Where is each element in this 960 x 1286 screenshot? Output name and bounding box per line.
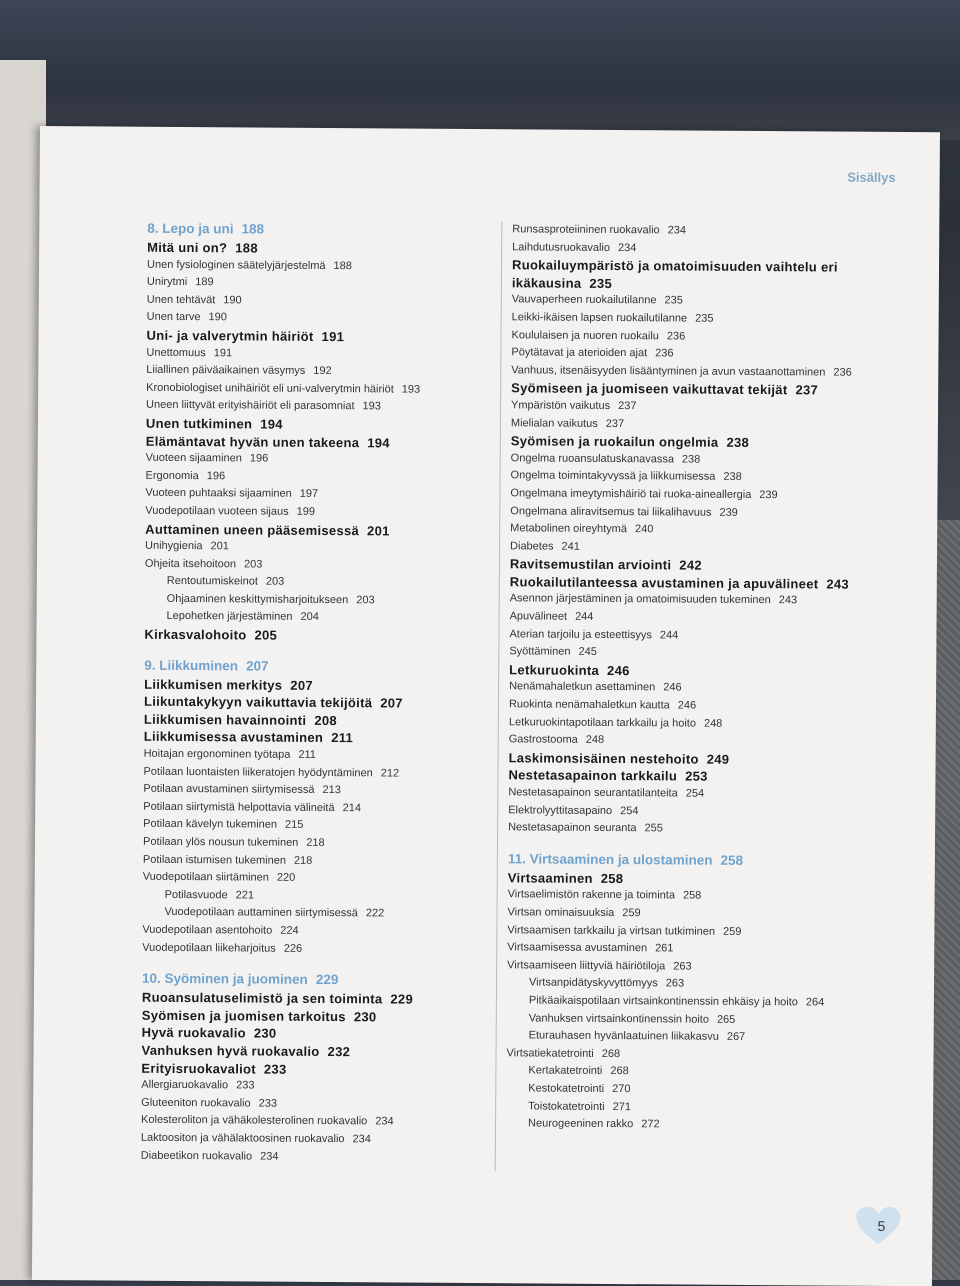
toc-entry: [511, 344, 891, 364]
toc-entry-page: 237: [618, 399, 637, 413]
toc-entry-page: 235: [664, 294, 683, 307]
toc-entry-title: Virtsaamiseen liittyviä häiriötiloja: [507, 959, 666, 973]
toc-entry-page: 203: [356, 594, 375, 607]
toc-entry: [147, 239, 487, 259]
toc-entry-page: 204: [300, 611, 319, 624]
toc-entry: [146, 415, 486, 435]
toc-entry: [144, 693, 484, 713]
toc-entry-page: 226: [283, 942, 303, 955]
toc-entry-page: 190: [208, 311, 227, 324]
toc-entry-page: 211: [331, 730, 354, 746]
toc-entry-title: Asennon järjestäminen ja omatoimisuuden tukeminen: [509, 592, 771, 607]
toc-entry-title: Potilaan istumisen tukeminen: [142, 853, 286, 867]
toc-entry-page: 233: [263, 1061, 287, 1077]
toc-entry: [512, 221, 892, 241]
toc-entry: [141, 1112, 481, 1132]
toc-entry-title: Syömiseen ja juomiseen vaikuttavat tekijät: [511, 380, 788, 398]
toc-entry-title: Vauvaperheen ruokailutilanne: [511, 293, 657, 307]
toc-entry-page: 237: [795, 382, 819, 398]
toc-entry-page: 220: [276, 871, 296, 884]
toc-entry-page: 192: [313, 365, 332, 378]
toc-entry-title: Pöytätavat ja aterioiden ajat: [511, 346, 648, 360]
toc-entry-page: 265: [716, 1013, 736, 1026]
toc-left-column: [141, 219, 488, 1167]
toc-entry: [146, 450, 486, 470]
toc-entry: [512, 309, 892, 329]
toc-entry-title: Vuoteen sijaaminen: [145, 451, 242, 465]
toc-entry-page: 193: [401, 383, 421, 396]
toc-entry-title: Ongelmana aliravitsemus tai liikalihavuus: [510, 504, 712, 519]
toc-entry-page: 218: [306, 836, 325, 850]
toc-right-column: [495, 221, 893, 1174]
toc-entry-title: Laskimonsisäinen nestehoito: [508, 750, 699, 767]
toc-entry: [510, 485, 890, 505]
toc-entry: [507, 992, 887, 1012]
toc-entry-title: Diabeetikon ruokavalio: [140, 1149, 253, 1163]
toc-entry-title: Unen tarve: [146, 311, 201, 324]
toc-entry-title: Ohjaaminen keskittymisharjoitukseen: [166, 592, 349, 607]
toc-entry: [146, 397, 486, 417]
toc-entry-title: Virtsanpidätyskyvyttömyys: [528, 976, 658, 990]
toc-entry: [508, 849, 888, 872]
toc-entry-title: Virtsaelimistön rakenne ja toiminta: [507, 888, 676, 902]
toc-entry-title: Gluteeniton ruokavalio: [141, 1096, 251, 1110]
book-page: [32, 126, 940, 1286]
toc-entry-title: Ympäristön vaikutus: [511, 399, 611, 412]
toc-entry-page: 194: [367, 434, 390, 450]
toc-entry: [506, 1080, 886, 1100]
toc-entry-page: 259: [723, 925, 742, 938]
toc-entry-title: Ruokailuympäristö ja omatoimisuuden vaihtelu eri ikäkausina: [511, 257, 838, 291]
toc-entry-page: 254: [620, 804, 639, 817]
toc-entry-page: 233: [258, 1097, 278, 1110]
toc-entry-page: 188: [235, 240, 258, 256]
toc-entry-page: 230: [353, 1008, 377, 1025]
toc-entry-title: Potilaan ylös nousun tukeminen: [142, 835, 299, 849]
toc-entry-page: 234: [260, 1150, 279, 1163]
toc-entry-page: 271: [612, 1100, 632, 1113]
toc-entry-title: Uni- ja valverytmin häiriöt: [146, 327, 314, 344]
toc-entry: [510, 520, 890, 540]
toc-entry: [143, 834, 483, 854]
page-header-title: Sisällys: [847, 169, 896, 185]
toc-entry-page: 188: [241, 221, 265, 237]
toc-entry: [143, 869, 483, 889]
toc-entry: [141, 1042, 481, 1062]
toc-entry: [141, 1147, 481, 1167]
toc-entry-title: Lepohetken järjestäminen: [166, 610, 293, 624]
toc-entry: [146, 362, 486, 382]
toc-entry-title: Vanhuus, itsenäisyyden lisääntyminen ja avun vastaanottaminen: [511, 364, 826, 379]
toc-entry-page: 259: [622, 907, 641, 920]
toc-entry-title: Kolesteroliton ja vähäkolesterolinen ruokavalio: [141, 1114, 368, 1128]
toc-entry-page: 190: [223, 294, 242, 307]
toc-entry-page: 268: [610, 1065, 629, 1078]
toc-entry: [145, 573, 485, 593]
toc-entry-page: 245: [578, 646, 597, 659]
toc-entry: [142, 969, 482, 991]
toc-entry-page: 194: [260, 416, 283, 432]
toc-entry-title: Nestetasapainon seurantatilanteita: [508, 786, 678, 800]
toc-entry-page: 263: [673, 960, 692, 973]
toc-entry: [147, 274, 487, 294]
toc-entry: [145, 503, 485, 523]
toc-entry-title: Auttaminen uneen pääsemisessä: [145, 521, 360, 538]
toc-entry: [141, 1130, 481, 1150]
toc-entry-title: Potilaan avustaminen siirtymisessä: [143, 782, 315, 797]
toc-entry-title: Virtsaamisessa avustaminen: [507, 941, 648, 955]
toc-entry-title: Laktoositon ja vähälaktoosinen ruokavalio: [140, 1131, 345, 1146]
toc-entry-title: Laihdutusruokavalio: [512, 240, 611, 254]
toc-entry-title: Liikkumisen havainnointi: [143, 711, 307, 728]
toc-entry-title: Unen tutkiminen: [145, 415, 253, 432]
toc-entry: [506, 1115, 886, 1135]
toc-entry: [142, 1024, 482, 1044]
toc-entry-title: Liikkumisen merkitys: [144, 676, 283, 693]
toc-entry-page: 248: [703, 717, 723, 730]
toc-entry-page: 205: [254, 627, 278, 643]
toc-entry-page: 212: [380, 767, 400, 780]
toc-entry-title: Kronobiologiset unihäiriöt eli uni-valverytmin häiriöt: [146, 381, 394, 396]
toc-entry-title: Nestetasapainon tarkkailu: [508, 767, 678, 784]
toc-entry-title: Ruoansulatuselimistö ja sen toiminta: [141, 989, 383, 1007]
toc-entry-page: 238: [723, 471, 742, 484]
toc-entry-page: 246: [677, 699, 697, 712]
toc-entry-title: Ongelma toimintakyvyssä ja liikkumisessa: [510, 469, 716, 484]
toc-entry-page: 224: [280, 924, 299, 937]
toc-entry-page: 207: [245, 658, 269, 674]
toc-entry-page: 235: [695, 312, 714, 325]
toc-entry-page: 263: [665, 977, 685, 990]
toc-entry-page: 199: [296, 505, 316, 518]
toc-entry-title: Vuoteen puhtaaksi sijaaminen: [145, 487, 292, 501]
toc-entry-page: 255: [644, 822, 663, 835]
toc-entry-title: Neurogeeninen rakko: [528, 1117, 634, 1131]
toc-entry-title: Ongelmana imeytymishäiriö tai ruoka-aineallergia: [510, 487, 752, 501]
toc-entry-title: Leikki-ikäisen lapsen ruokailutilanne: [511, 311, 688, 325]
toc-entry-page: 236: [655, 347, 674, 360]
toc-entry-page: 264: [805, 996, 825, 1009]
toc-entry: [512, 256, 892, 294]
toc-entry-title: Elämäntavat hyvän unen takeena: [145, 433, 360, 450]
toc-entry-title: Potilaan luontaisten liikeratojen hyödyntäminen: [143, 765, 373, 779]
toc-entry-title: Liikuntakykyyn vaikuttavia tekijöitä: [143, 693, 373, 711]
toc-entry-page: 203: [265, 575, 285, 588]
toc-entry-title: Nenämahaletkun asettaminen: [509, 680, 656, 694]
toc-entry-title: Aterian tarjoilu ja esteettisyys: [509, 627, 652, 641]
toc-entry: [509, 696, 889, 716]
toc-entry-title: Diabetes: [510, 539, 554, 553]
toc-entry-title: Rentoutumiskeinot: [166, 575, 258, 588]
toc-entry-page: 270: [612, 1082, 631, 1096]
toc-entry-page: 221: [235, 889, 255, 902]
toc-entry-page: 207: [290, 677, 313, 693]
toc-entry-title: Nestetasapainon seuranta: [508, 821, 637, 835]
toc-entry-page: 229: [390, 991, 414, 1007]
toc-entry-title: 8. Lepo ja uni: [147, 220, 234, 237]
toc-entry-title: Vuodepotilaan vuoteen sijaus: [145, 504, 289, 518]
toc-entry-page: 254: [685, 787, 705, 800]
toc-entry-title: Elektrolyyttitasapaino: [508, 803, 613, 817]
toc-entry-title: Gastrostooma: [508, 733, 578, 746]
toc-entry-page: 248: [585, 734, 605, 747]
toc-entry-page: 193: [362, 400, 381, 413]
toc-entry: [145, 538, 485, 558]
toc-entry: [147, 219, 487, 241]
toc-entry-title: 11. Virtsaaminen ja ulostaminen: [507, 851, 713, 868]
toc-entry: [142, 922, 482, 942]
toc-entry: [507, 904, 887, 924]
toc-entry-page: 246: [607, 662, 630, 678]
toc-entry-page: 236: [666, 329, 686, 343]
toc-entry-title: Vuodepotilaan liikeharjoitus: [142, 941, 276, 955]
toc-entry-page: 191: [213, 346, 233, 359]
toc-entry-page: 236: [833, 366, 852, 379]
toc-entry: [144, 746, 484, 766]
toc-entry-page: 215: [285, 819, 304, 832]
toc-entry-title: Vuodepotilaan asentohoito: [142, 923, 273, 937]
toc-entry-page: 188: [333, 259, 352, 272]
toc-entry-title: Liiallinen päiväaikainen väsymys: [146, 363, 306, 378]
toc-entry-page: 208: [314, 712, 338, 728]
toc-entry-title: Unirytmi: [146, 275, 188, 289]
toc-entry-title: Apuvälineet: [509, 610, 568, 623]
toc-entry-page: 261: [655, 942, 674, 955]
toc-entry-page: 211: [298, 748, 316, 761]
toc-entry-title: Unettomuus: [146, 346, 206, 359]
toc-entry-title: Runsasproteiininen ruokavalio: [512, 223, 660, 237]
toc-entry-page: 246: [663, 681, 682, 694]
toc-entry-title: Ruokinta nenämahaletkun kautta: [508, 698, 670, 712]
toc-entry-page: 214: [342, 801, 362, 815]
toc-entry-title: Vanhuksen hyvä ruokavalio: [141, 1042, 320, 1059]
toc-entry-title: Mitä uni on?: [147, 239, 228, 256]
toc-entry-page: 243: [778, 594, 798, 607]
toc-entry-page: 218: [293, 854, 313, 867]
toc-entry-title: Potilasvuode: [164, 888, 228, 902]
toc-entry-page: 234: [352, 1133, 371, 1146]
toc-entry-title: Unen fysiologinen säätelyjärjestelmä: [146, 258, 326, 272]
toc-entry-page: 258: [600, 870, 624, 886]
toc-entry-page: 189: [195, 276, 214, 289]
toc-entry-title: Ravitsemustilan arviointi: [509, 556, 672, 573]
toc-entry-page: 239: [719, 506, 738, 519]
toc-entry: [510, 608, 890, 628]
toc-entry-title: Syöttäminen: [509, 645, 571, 658]
toc-entry-page: 203: [244, 558, 263, 571]
toc-entry-page: 242: [679, 557, 702, 573]
toc-entry: [141, 1077, 481, 1097]
toc-entry-title: Vuodepotilaan auttaminen siirtymisessä: [164, 906, 358, 920]
toc-entry-title: Letkuruokintapotilaan tarkkailu ja hoito: [508, 715, 697, 730]
toc-entry-title: Mielialan vaikutus: [510, 416, 598, 430]
toc-entry-page: 233: [236, 1079, 255, 1092]
toc-entry-title: Letkuruokinta: [509, 662, 600, 678]
toc-entry-page: 196: [249, 452, 269, 465]
toc-entry: [511, 432, 891, 452]
toc-entry-page: 244: [575, 610, 594, 623]
toc-entry-page: 241: [561, 540, 580, 553]
toc-entry-page: 222: [365, 907, 385, 920]
toc-entry-title: Potilaan kävelyn tukeminen: [143, 818, 278, 832]
toc-entry-page: 244: [659, 628, 679, 642]
toc-entry-page: 201: [210, 540, 229, 553]
toc-entry-title: Syömisen ja ruokailun ongelmia: [510, 433, 719, 450]
toc-entry: [507, 939, 887, 959]
toc-entry-title: Kirkasvalohoito: [144, 626, 247, 643]
toc-entry-title: 9. Liikkuminen: [144, 657, 239, 674]
toc-entry-title: Pitkäaikaispotilaan virtsainkontinenssin ehkäisy ja hoito: [528, 994, 798, 1009]
toc-entry-page: 191: [321, 328, 345, 345]
toc-entry-title: Eturauhasen hyvänlaatuinen liikakasvu: [528, 1029, 719, 1043]
toc-entry: [142, 989, 482, 1009]
toc-entry-page: 235: [589, 275, 613, 291]
toc-entry-page: 197: [299, 488, 319, 501]
toc-entry-page: 234: [617, 241, 637, 254]
toc-entry: [144, 626, 484, 646]
page-number: 5: [877, 1217, 886, 1234]
toc-entry-title: Vanhuksen virtsainkontinenssin hoito: [528, 1011, 710, 1026]
toc-entry-page: 237: [605, 417, 625, 430]
toc-entry-page: 238: [681, 453, 701, 466]
toc-entry-page: 239: [759, 488, 778, 502]
toc-entry-page: 232: [327, 1043, 351, 1060]
toc-entry-title: Vuodepotilaan siirtäminen: [142, 870, 269, 884]
toc-entry-page: 258: [720, 852, 744, 868]
toc-entry-title: Kestokatetrointi: [528, 1082, 605, 1095]
toc-entry-title: Unen tehtävät: [146, 293, 216, 307]
toc-entry-page: 213: [322, 784, 341, 797]
toc-entry-title: Ergonomia: [145, 469, 199, 482]
toc-entry-title: Syömisen ja juomisen tarkoitus: [141, 1007, 346, 1024]
toc-entry-page: 196: [206, 469, 226, 483]
toc-entry-page: 267: [726, 1030, 746, 1044]
toc-entry-title: Virtsaaminen: [507, 870, 593, 886]
toc-entry-title: Potilaan siirtymistä helpottavia välineitä: [143, 800, 335, 814]
toc-entry-title: Virtsaamisen tarkkailu ja virtsan tutkiminen: [507, 923, 716, 938]
toc-entry: [145, 485, 485, 505]
toc-entry-page: 207: [380, 695, 403, 711]
toc-entry-title: Uneen liittyvät erityishäiriöt eli parasomniat: [146, 399, 355, 413]
toc-entry-page: 240: [634, 523, 654, 536]
toc-entry-title: Ohjeita itsehoitoon: [144, 557, 237, 571]
toc-entry: [508, 819, 888, 839]
toc-entry-title: Ruokailutilanteessa avustaminen ja apuvälineet: [509, 574, 819, 592]
background-cloth-top: [0, 0, 960, 140]
toc-entry-page: 243: [826, 576, 850, 592]
toc-entry: [143, 781, 483, 801]
toc-entry-page: 268: [601, 1047, 621, 1060]
toc-entry: [142, 939, 482, 959]
toc-entry-title: Kertakatetrointi: [528, 1064, 603, 1078]
toc-entry-title: Metabolinen oireyhtymä: [510, 522, 628, 536]
toc-entry-page: 229: [315, 972, 339, 988]
toc-entry-page: 249: [706, 751, 730, 767]
toc-entry: [144, 655, 484, 677]
toc-entry-page: 258: [682, 889, 702, 903]
toc-entry-title: Hoitajan ergonominen työtapa: [143, 747, 291, 761]
toc-entry-page: 253: [685, 768, 708, 785]
toc-entry-title: Liikkumisessa avustaminen: [143, 729, 324, 746]
toc-entry-title: Toistokatetrointi: [528, 1099, 605, 1113]
toc-entry-title: Virtsan ominaisuuksia: [507, 906, 615, 919]
toc-entry-page: 234: [667, 224, 687, 237]
toc-entry-title: 10. Syöminen ja juominen: [141, 970, 308, 988]
toc-entry-title: Ongelma ruoansulatuskanavassa: [510, 452, 674, 466]
toc-entry: [511, 397, 891, 417]
toc-entry-page: 272: [641, 1118, 660, 1131]
toc-entry-title: Hyvä ruokavalio: [141, 1025, 246, 1041]
toc-entry-page: 230: [253, 1025, 277, 1042]
toc-entry-page: 234: [375, 1115, 394, 1128]
toc-entry-title: Koululaisen ja nuoren ruokailu: [511, 328, 659, 342]
toc-entry-title: Virtsatiekatetrointi: [506, 1046, 594, 1060]
toc-entry-page: 201: [367, 522, 390, 538]
toc-entry-title: Erityisruokavaliot: [141, 1060, 256, 1077]
toc-entry-title: Allergiaruokavalio: [141, 1078, 229, 1092]
toc-entry-page: 238: [726, 434, 750, 451]
toc-entry-title: Unihygienia: [145, 539, 203, 553]
toc-entry: [508, 784, 888, 804]
toc-entry: [146, 327, 486, 347]
toc-entry: [507, 1027, 887, 1047]
